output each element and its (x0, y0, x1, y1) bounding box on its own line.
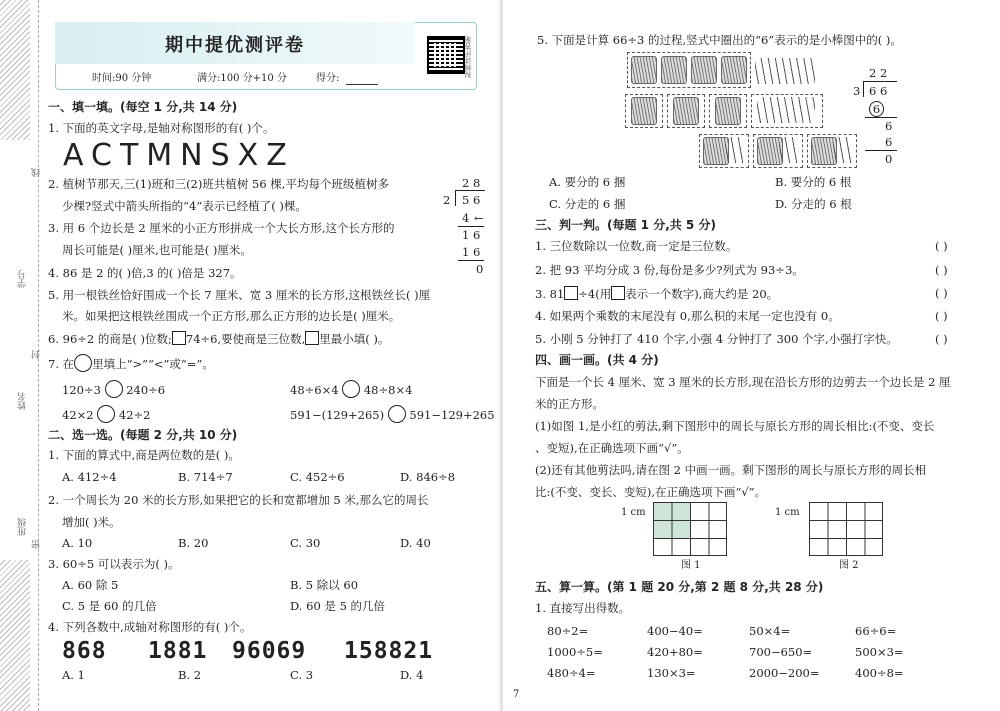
figure-1-grid (653, 502, 727, 556)
sidebar-seal-label: 封 (32, 350, 42, 359)
s1-q2b: 少棵?竖式中箭头所指的“4”表示已经植了( )棵。 (62, 199, 307, 213)
section3-heading: 三、判一判。(每题 1 分,共 5 分) (535, 218, 716, 232)
s2-q3-opt-c: C. 5 是 60 的几倍 (62, 599, 157, 613)
s2-q1-opt-c: C. 452÷6 (290, 470, 345, 484)
r-q5-opt-a: A. 要分的 6 捆 (549, 175, 626, 189)
s2-q1-opt-d: D. 846÷8 (400, 470, 456, 484)
blank-square-icon (172, 331, 186, 345)
judge-3: 3. 81 ÷4(用 表示一个数字),商大约是 20。 (535, 287, 779, 301)
div1-step1: 4 (462, 211, 470, 225)
judge-5: 5. 小刚 5 分钟打了 410 个字,小强 4 分钟打了 300 个字,小强打字快。 (535, 332, 898, 346)
result-label: 得分: (316, 73, 340, 84)
calc-r3c4: 400÷8= (855, 666, 904, 680)
div2-circled-6: 6 (869, 101, 884, 117)
s1-q6 (48, 331, 389, 346)
s4-p2a: (1)如图 1,是小红的剪法,剩下图形中的周长与原长方形的周长相比:(不变、变长 (535, 419, 935, 433)
s2-q1-opt-b: B. 714÷7 (178, 470, 233, 484)
s2-q2-opt-b: B. 20 (178, 536, 209, 550)
binding-hatch-top (0, 0, 30, 140)
s1-q5a: 5. 用一根铁丝恰好围成一个长 7 厘米、宽 3 厘米的长方形,这根铁丝长( )厘 (48, 288, 431, 302)
blank-circle-icon (105, 380, 123, 398)
letters-row: ACTMNSXZ (63, 138, 295, 173)
bundle-icon (691, 56, 717, 84)
s1-q6-part-c: 里最小填( )。 (319, 332, 390, 346)
s1-q2a: 2. 植树节那天,三(1)班和三(2)班共植树 56 棵,平均每个班级植树多 (48, 177, 389, 191)
s2-q3-opt-b: B. 5 除以 60 (290, 578, 359, 592)
s2-q2a: 2. 一个周长为 20 米的长方形,如果把它的长和宽都增加 5 米,那么它的周长 (48, 493, 429, 507)
page-number: 7 (513, 689, 520, 700)
s4-p1a: 下面是一个长 4 厘米、宽 3 厘米的长方形,现在沿长方形的边剪去一个边长是 2 厘 (535, 375, 951, 389)
calc-r3c3: 2000−200= (749, 666, 820, 680)
binding-hatch-bottom (0, 560, 30, 711)
score-label: 满分:100 分+10 分 (197, 73, 287, 84)
bundle-icon (631, 56, 657, 84)
s1-q7: 7. 在 里填上“>”“<”或“=”。 (48, 354, 214, 372)
s2-q3-opt-d: D. 60 是 5 的几倍 (290, 599, 386, 613)
judge-4-answer[interactable]: ( ) (935, 309, 948, 323)
s2-q4: 4. 下列各数中,成轴对称图形的有( )个。 (48, 620, 252, 634)
arrow-icon: ← (474, 211, 484, 225)
s4-p1b: 米的正方形。 (535, 397, 604, 411)
section2-heading: 二、选一选。(每题 2 分,共 10 分) (48, 428, 238, 442)
right-page (503, 0, 1000, 711)
div2-step2: 6 (885, 119, 893, 133)
div1-step2: 1 6 (462, 228, 481, 242)
calc-r3c1: 480÷4= (547, 666, 596, 680)
r-q5-opt-c: C. 分走的 6 捆 (549, 197, 626, 211)
judge-5-answer[interactable]: ( ) (935, 332, 948, 346)
judge-3-answer[interactable]: ( ) (935, 286, 948, 300)
s1-q3a: 3. 用 6 个边长是 2 厘米的小正方形拼成一个大长方形,这个长方形的 (48, 221, 395, 235)
calc-r1c2: 400−40= (647, 624, 703, 638)
judge-1-answer[interactable]: ( ) (935, 239, 948, 253)
s2-q4-opt-c: C. 3 (290, 668, 314, 682)
fig1-caption: 图 1 (681, 560, 701, 571)
s4-p3a: (2)还有其他剪法吗,请在图 2 中画一画。剩下图形的周长与原长方形的周长相 (535, 463, 927, 477)
r-q5: 5. 下面是计算 66÷3 的过程,竖式中圈出的“6”表示的是小棒图中的( )。 (537, 33, 902, 47)
bundle-icon (673, 97, 699, 125)
time-label: 时间:90 分钟 (92, 73, 152, 84)
fig2-caption: 图 2 (839, 560, 859, 571)
blank-square-icon (611, 286, 625, 300)
calc-r1c4: 66÷6= (855, 624, 897, 638)
s1-q6-part-a: 6. 96÷2 的商是( )位数; (48, 332, 172, 346)
sticks-icon (755, 58, 815, 84)
calc-r1c3: 50×4= (749, 624, 791, 638)
compare-2: 48÷6×4 48÷8×4 (290, 380, 412, 398)
fig2-unit-label: 1 cm (775, 507, 800, 518)
compare-4: 591−(129+265) 591−129+265 (290, 405, 495, 423)
compare-3: 42×2 42÷2 (62, 405, 151, 423)
div2-divisor: 3 (853, 84, 861, 98)
section4-heading: 四、画一画。(共 4 分) (535, 353, 659, 367)
sticks-icon (757, 97, 815, 123)
digital-number-1: 868 (62, 638, 107, 664)
score-blank (346, 84, 378, 85)
s2-q1: 1. 下面的算式中,商是两位数的是( )。 (48, 448, 240, 462)
calc-r2c2: 420+80= (647, 645, 703, 659)
bundle-icon (715, 97, 741, 125)
s2-q4-opt-b: B. 2 (178, 668, 202, 682)
s2-q2b: 增加( )米。 (62, 515, 121, 529)
page-title: 期中提优测评卷 (165, 35, 305, 56)
digital-number-4: 158821 (344, 638, 434, 664)
s2-q4-opt-d: D. 4 (400, 668, 424, 682)
calc-r1c1: 80÷2= (547, 624, 589, 638)
div2-dividend: 6 6 (869, 84, 888, 98)
div1-quotient: 2 8 (462, 176, 481, 190)
div1-dividend: 5 6 (462, 193, 481, 207)
s4-p2b: 、变短),在正确选项下画“√”。 (535, 441, 689, 455)
calc-r3c2: 130×3= (647, 666, 696, 680)
div2-quotient: 2 2 (869, 66, 888, 80)
div2-step3: 6 (885, 135, 893, 149)
blank-circle-icon (97, 405, 115, 423)
s2-q2-opt-d: D. 40 (400, 536, 431, 550)
compare-1: 120÷3 240÷6 (62, 380, 165, 398)
s2-q2-opt-c: C. 30 (290, 536, 321, 550)
judge-2: 2. 把 93 平均分成 3 份,每份是多少?列式为 93÷3。 (535, 263, 804, 277)
section1-heading: 一、填一填。(每空 1 分,共 14 分) (48, 100, 238, 114)
div2-remainder: 0 (885, 152, 893, 166)
digital-number-2: 1881 (148, 638, 208, 664)
blank-circle-icon (342, 380, 360, 398)
s2-q2-opt-a: A. 10 (62, 536, 93, 550)
judge-2-answer[interactable]: ( ) (935, 263, 948, 277)
blank-square-icon (305, 331, 319, 345)
bundle-icon (721, 56, 747, 84)
calc-r2c4: 500×3= (855, 645, 904, 659)
s1-q5b: 米。如果把这根铁丝围成一个正方形,那么正方形的边长是( )厘米。 (62, 309, 401, 323)
bundle-icon (631, 97, 657, 125)
calc-r2c1: 1000÷5= (547, 645, 603, 659)
qr-code (427, 36, 465, 74)
blank-circle-icon (388, 405, 406, 423)
sidebar-name-label: 姓名 (18, 392, 28, 410)
s5-sub: 1. 直接写出得数。 (535, 601, 631, 615)
s1-q4: 4. 86 是 2 的( )倍,3 的( )倍是 327。 (48, 266, 242, 280)
qr-caption: 视频讲评答案 (464, 36, 472, 78)
sidebar-class-label: 班级 (18, 518, 28, 536)
s2-q3: 3. 60÷5 可以表示为( )。 (48, 557, 180, 571)
blank-circle-icon (74, 354, 92, 372)
div1-step3: 1 6 (462, 245, 481, 259)
r-q5-opt-b: B. 要分的 6 根 (775, 175, 852, 189)
figure-2-grid[interactable] (809, 502, 883, 556)
judge-4: 4. 如果两个乘数的末尾没有 0,那么积的末尾一定也没有 0。 (535, 309, 840, 323)
sidebar-number-label: 学号 (18, 270, 28, 288)
digital-number-3: 96069 (232, 638, 307, 664)
s1-q1: 1. 下面的英文字母,是轴对称图形的有( )个。 (48, 121, 275, 135)
s2-q4-opt-a: A. 1 (62, 668, 85, 682)
calc-r2c3: 700−650= (749, 645, 813, 659)
sidebar-dense-label: 密 (32, 540, 42, 549)
judge-1: 1. 三位数除以一位数,商一定是三位数。 (535, 239, 738, 253)
sidebar-line-label: 线 (32, 168, 42, 177)
div1-remainder: 0 (476, 262, 484, 276)
section5-heading: 五、算一算。(第 1 题 20 分,第 2 题 8 分,共 28 分) (535, 580, 824, 594)
s2-q3-opt-a: A. 60 除 5 (62, 578, 119, 592)
s2-q1-opt-a: A. 412÷4 (62, 470, 117, 484)
s1-q6-part-b: 74÷6,要使商是三位数, (185, 332, 306, 346)
fig1-unit-label: 1 cm (621, 507, 646, 518)
bundle-icon (661, 56, 687, 84)
div1-divisor: 2 (443, 193, 451, 207)
s4-p3b: 比:(不变、变长、变短),在正确选项下画“√”。 (535, 485, 767, 499)
blank-square-icon (564, 286, 578, 300)
r-q5-opt-d: D. 分走的 6 根 (775, 197, 852, 211)
s1-q3b: 周长可能是( )厘米,也可能是( )厘米。 (62, 243, 252, 257)
